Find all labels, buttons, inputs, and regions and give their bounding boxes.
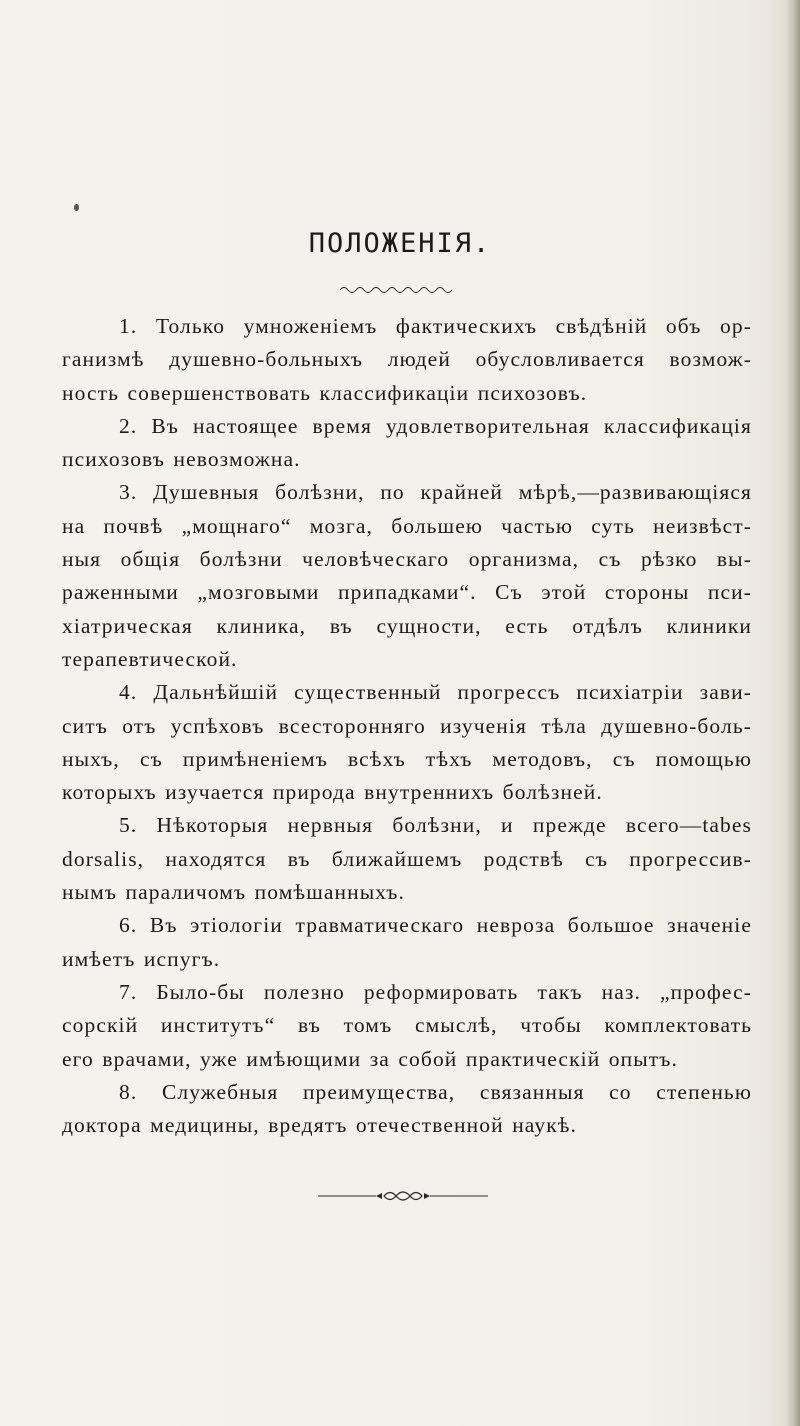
thesis-line: хіатрическая клиника, въ сущности, есть отдѣлъ клиники [62, 613, 752, 638]
thesis-line: сорскій институтъ“ въ томъ смыслѣ, чтобы комплектовать [62, 1013, 752, 1038]
thesis-5 [62, 809, 752, 909]
thesis-line: dorsalis, находятся въ ближайшемъ родствѣ съ прогрессив- [62, 846, 752, 871]
thesis-line: 4. Дальнѣйшій существенный прогрессъ психіатріи зави- [119, 680, 752, 705]
thesis-4 [62, 676, 752, 809]
thesis-line: 5. Нѣкоторыя нервныя болѣзни, и прежде всего—tabes [119, 813, 752, 838]
page-title: ПОЛОЖЕНІЯ. [308, 228, 492, 259]
ink-speck [74, 204, 79, 211]
thesis-line: 8. Служебныя преимущества, связанныя со степенью [119, 1079, 752, 1104]
thesis-line: нымъ параличомъ помѣшанныхъ. [62, 880, 405, 905]
thesis-line: ныхъ, съ примѣненіемъ всѣхъ тѣхъ методовъ, съ помощью [62, 746, 752, 771]
thesis-line: ность совершенствовать классификаціи психозовъ. [62, 380, 588, 405]
thesis-line: доктора медицины, вредятъ отечественной наукѣ. [62, 1113, 577, 1138]
fleuron-rule-ornament [318, 1187, 488, 1205]
thesis-line: терапевтической. [62, 646, 238, 671]
thesis-3 [62, 476, 752, 676]
thesis-line: ситъ отъ успѣховъ всесторонняго изученія тѣла душевно-боль- [62, 713, 752, 738]
thesis-line: ганизмѣ душевно-больныхъ людей обусловливается возмож- [62, 347, 752, 372]
thesis-line: раженными „мозговыми припадками“. Съ этой стороны пси- [62, 580, 752, 605]
theses-list [62, 310, 752, 1142]
page-edge-shadow [786, 0, 800, 1426]
thesis-line: 3. Душевныя болѣзни, по крайней мѣрѣ,—развивающіяся [119, 480, 752, 505]
thesis-line: ныя общія болѣзни человѣческаго организма, съ рѣзко вы- [62, 547, 752, 572]
thesis-line: 2. Въ настоящее время удовлетворительная классификація [119, 413, 752, 438]
wavy-rule-ornament [338, 282, 458, 296]
thesis-line: 6. Въ этіологіи травматическаго невроза большое значеніе [119, 913, 752, 938]
thesis-line: на почвѣ „мощнаго“ мозга, большею частью суть неизвѣст- [62, 513, 752, 538]
thesis-2 [62, 410, 752, 477]
thesis-line: которыхъ изучается природа внутреннихъ болѣзней. [62, 780, 603, 805]
thesis-line: его врачами, уже имѣющими за собой практическій опытъ. [62, 1046, 678, 1071]
thesis-line: имѣетъ испугъ. [62, 946, 221, 971]
thesis-6 [62, 909, 752, 976]
thesis-8 [62, 1076, 752, 1143]
thesis-line: 1. Только умноженіемъ фактическихъ свѣдѣній объ ор- [119, 314, 752, 338]
thesis-line: психозовъ невозможна. [62, 447, 301, 472]
thesis-line: 7. Было-бы полезно реформировать такъ наз. „профес- [119, 979, 752, 1004]
thesis-1 [62, 310, 752, 410]
thesis-7 [62, 976, 752, 1076]
